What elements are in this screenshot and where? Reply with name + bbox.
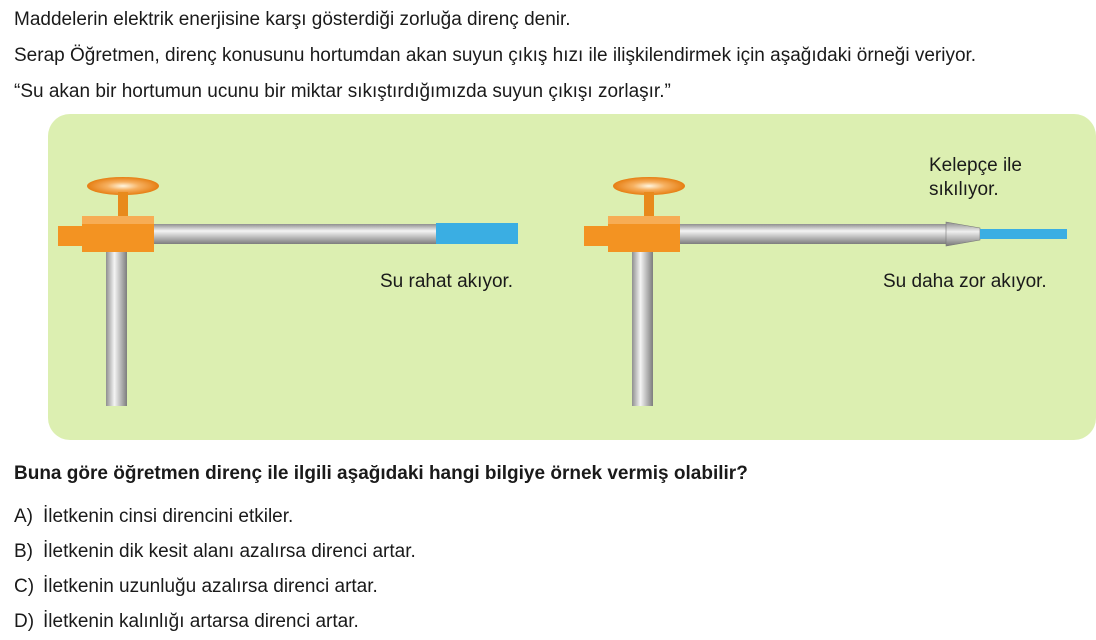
- left-hose: [154, 224, 436, 244]
- intro-line-3: “Su akan bir hortumun ucunu bir miktar sıkıştırdığımızda suyun çıkışı zorlaşır.”: [14, 81, 671, 102]
- option-letter: A): [14, 506, 33, 527]
- option-text: İletkenin uzunluğu azalırsa direnci artar.: [43, 576, 378, 597]
- option-text: İletkenin cinsi direncini etkiler.: [43, 506, 294, 527]
- left-valve-stem: [118, 192, 128, 216]
- option-letter: B): [14, 541, 33, 562]
- clamp-label-line2: sıkılıyor.: [929, 179, 999, 200]
- option-d[interactable]: [14, 611, 359, 633]
- question-text: Buna göre öğretmen direnç ile ilgili aşağıdaki hangi bilgiye örnek vermiş olabilir?: [14, 463, 748, 484]
- option-letter: C): [14, 576, 35, 597]
- right-vertical-pipe: [632, 246, 653, 406]
- option-letter: D): [14, 611, 35, 632]
- right-valve-stem: [644, 192, 654, 216]
- clamp-nozzle: [946, 222, 980, 246]
- left-vertical-pipe: [106, 246, 127, 406]
- intro-line-1: Maddelerin elektrik enerjisine karşı gösterdiği zorluğa direnç denir.: [14, 9, 571, 30]
- option-text: İletkenin kalınlığı artarsa direnci artar.: [43, 611, 359, 632]
- left-water-stream: [436, 223, 518, 244]
- right-hose: [680, 224, 946, 244]
- option-text: İletkenin dik kesit alanı azalırsa direnci artar.: [43, 541, 416, 562]
- clamp-label-line1: Kelepçe ile: [929, 155, 1022, 176]
- left-caption: Su rahat akıyor.: [380, 271, 514, 292]
- option-b[interactable]: [14, 541, 416, 563]
- intro-line-2: Serap Öğretmen, direnç konusunu hortumdan akan suyun çıkış hızı ile ilişkilendirmek için aşağıdaki örneği veriyor.: [14, 45, 977, 66]
- right-water-stream: [980, 229, 1067, 239]
- option-c[interactable]: [14, 576, 378, 598]
- right-caption: Su daha zor akıyor.: [883, 271, 1047, 292]
- option-a[interactable]: [14, 506, 293, 528]
